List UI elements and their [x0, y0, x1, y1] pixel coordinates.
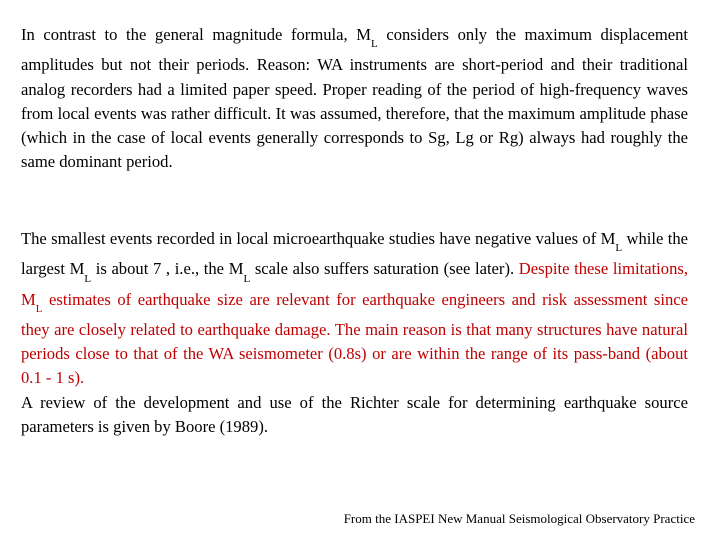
- highlighted-text-2: estimates of earthquake size are relevant for earthquake engineers and risk assessment since they are closely related to earthquake damage. The main reason is that many structures have natural periods close to that of the WA seismometer (0.8s) or are within the range of its pass-band (about 0.1 - 1 s).: [21, 289, 688, 388]
- highlighted-subscript: L: [35, 303, 43, 316]
- paragraph2-subscript-1: L: [615, 242, 623, 255]
- highlighted-text-1: Despite these limitations, M: [21, 259, 688, 309]
- highlighted-text: [21, 259, 688, 387]
- paragraph2-text-4: scale also suffers saturation (see later).: [250, 259, 519, 279]
- paragraph-microearthquake: [21, 227, 688, 439]
- paragraph1-subscript: L: [371, 38, 378, 51]
- source-citation: From the IASPEI New Manual Seismological Observatory Practice: [343, 511, 695, 526]
- paragraph2-subscript-3: L: [243, 272, 251, 285]
- paragraph2-text-1: The smallest events recorded in local microearthquake studies have negative values of M: [21, 229, 616, 248]
- paragraph2-text-3: is about 7 , i.e., the M: [91, 259, 244, 279]
- paragraph2-text-5: A review of the development and use of the Richter scale for determining earthquake source parameters is given by Boore (1989).: [21, 392, 688, 436]
- paragraph2-subscript-2: L: [84, 272, 92, 285]
- paragraph2-text-2: while the largest M: [21, 229, 688, 279]
- paragraph1-text-1: In contrast to the general magnitude formula, M: [21, 25, 371, 44]
- paragraph1-text-2: considers only the maximum displacement amplitudes but not their periods. Reason: WA instruments are short-period and their traditional analog recorders had a limited paper speed. Proper reading of the period of high-frequency waves from local events was rather difficult. It was assumed, therefore, that the maximum amplitude phase (which in the case of local events generally corresponds to Sg, Lg or Rg) always had roughly the same dominant period.: [21, 25, 688, 171]
- paragraph-magnitude-formula: [21, 23, 688, 174]
